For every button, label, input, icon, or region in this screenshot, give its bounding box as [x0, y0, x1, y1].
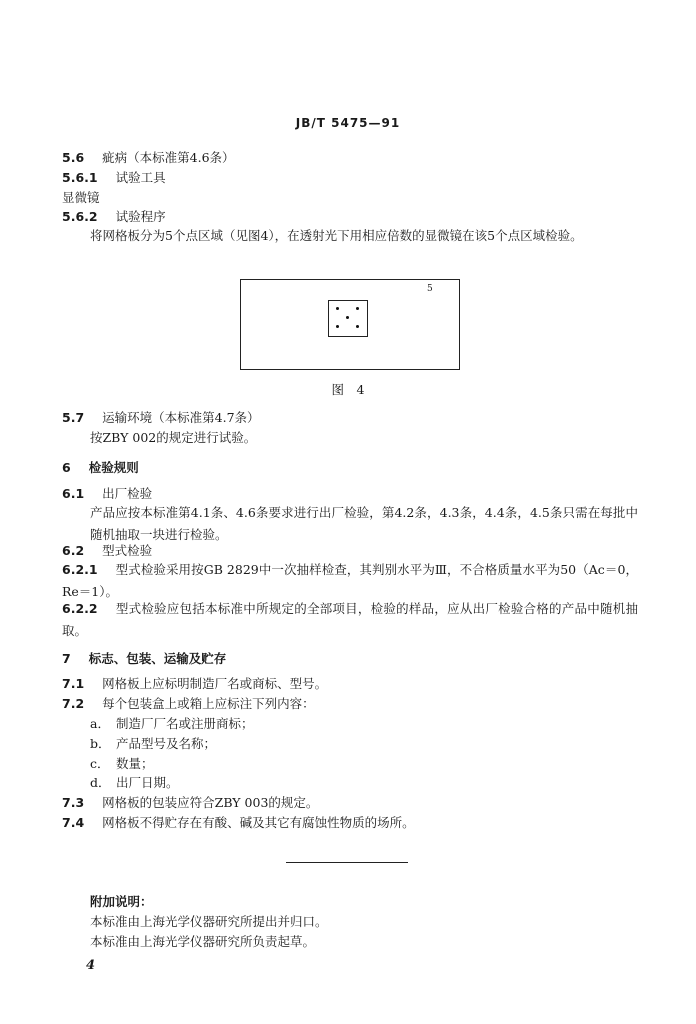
list-label: b．	[90, 736, 111, 751]
section-7	[62, 651, 226, 667]
appendix-line-2: 本标准由上海光学仪器研究所负责起草。	[90, 934, 316, 949]
section-number: 5.7	[62, 410, 85, 425]
list-label: c．	[90, 756, 110, 771]
section-7-2	[62, 696, 315, 712]
figure-caption: 图 4	[331, 382, 365, 397]
section-number: 6.2	[62, 543, 85, 558]
section-number: 7.4	[62, 815, 85, 830]
section-6-2-1	[62, 559, 638, 603]
appendix-title: 附加说明：	[90, 894, 153, 909]
section-number: 7.1	[62, 676, 85, 691]
section-7-3	[62, 795, 318, 811]
section-6-2-2	[62, 598, 638, 642]
section-6	[62, 460, 139, 476]
section-text: 型式检验应包括本标准中所规定的全部项目，检验的样品，应从出厂检验合格的产品中随机抽取。	[62, 601, 638, 638]
section-title: 检验规则	[88, 460, 139, 475]
section-title: 疵病（本标准第4.6条）	[102, 150, 235, 165]
section-text: 网格板的包装应符合ZBY 003的规定。	[102, 795, 319, 810]
figure-4-inspection-area	[328, 300, 368, 337]
section-title: 试验工具	[115, 170, 166, 185]
section-5-7	[62, 410, 260, 426]
section-number: 6	[62, 460, 71, 475]
section-5-7-body: 按ZBY 002的规定进行试验。	[90, 430, 257, 445]
section-6-2	[62, 543, 152, 559]
list-item	[90, 736, 216, 752]
section-text: 网格板不得贮存在有酸、碱及其它有腐蚀性物质的场所。	[102, 815, 415, 830]
list-item	[90, 716, 254, 732]
list-text: 数量；	[116, 756, 154, 771]
section-number: 6.1	[62, 486, 85, 501]
section-6-1	[62, 486, 152, 502]
list-text: 产品型号及名称；	[116, 736, 217, 751]
section-number: 5.6	[62, 150, 85, 165]
appendix-line-1: 本标准由上海光学仪器研究所提出并归口。	[90, 914, 328, 929]
section-5-6-2	[62, 209, 166, 225]
section-6-1-body: 产品应按本标准第4.1条、4.6条要求进行出厂检验，第4.2条，4.3条，4.4条，4.5条只需在每批中随机抽取一块进行检验。	[90, 505, 638, 542]
section-number: 5.6.1	[62, 170, 98, 185]
inspection-point	[356, 325, 359, 328]
section-number: 7.3	[62, 795, 85, 810]
section-number: 7	[62, 651, 71, 666]
list-item	[90, 756, 154, 772]
section-text: 网格板上应标明制造厂名或商标、型号。	[102, 676, 328, 691]
section-7-4	[62, 815, 415, 831]
inspection-point	[336, 307, 339, 310]
section-5-6-2-body: 将网格板分为5个点区域（见图4），在透射光下用相应倍数的显微镜在该5个点区域检验。	[90, 228, 583, 243]
list-label: a．	[90, 716, 110, 731]
section-number: 6.2.2	[62, 601, 98, 616]
section-5-6	[62, 150, 235, 166]
list-item	[90, 775, 179, 791]
section-title: 型式检验	[102, 543, 153, 558]
inspection-point	[336, 325, 339, 328]
inspection-point	[346, 316, 349, 319]
page-number: 4	[86, 958, 96, 973]
list-label: d．	[90, 775, 111, 790]
section-title: 标志、包装、运输及贮存	[88, 651, 227, 666]
section-5-6-1	[62, 170, 166, 186]
list-text: 制造厂厂名或注册商标；	[116, 716, 254, 731]
figure-4-grid-plate	[240, 279, 460, 370]
section-7-1	[62, 676, 327, 692]
section-number: 5.6.2	[62, 209, 98, 224]
section-divider	[286, 862, 408, 863]
section-text: 型式检验采用按GB 2829中一次抽样检查，其判别水平为Ⅲ，不合格质量水平为50（Ac＝0，Re＝1）。	[62, 562, 638, 599]
section-number: 6.2.1	[62, 562, 98, 577]
section-number: 7.2	[62, 696, 85, 711]
section-title: 出厂检验	[102, 486, 153, 501]
inspection-point	[356, 307, 359, 310]
section-5-6-1-body: 显微镜	[62, 190, 100, 205]
figure-mark: 5	[427, 284, 433, 294]
section-title: 运输环境（本标准第4.7条）	[102, 410, 260, 425]
section-title: 试验程序	[115, 209, 166, 224]
standard-header: JB/T 5475—91	[295, 116, 401, 130]
list-text: 出厂日期。	[116, 775, 179, 790]
section-text: 每个包装盒上或箱上应标注下列内容：	[102, 696, 315, 711]
